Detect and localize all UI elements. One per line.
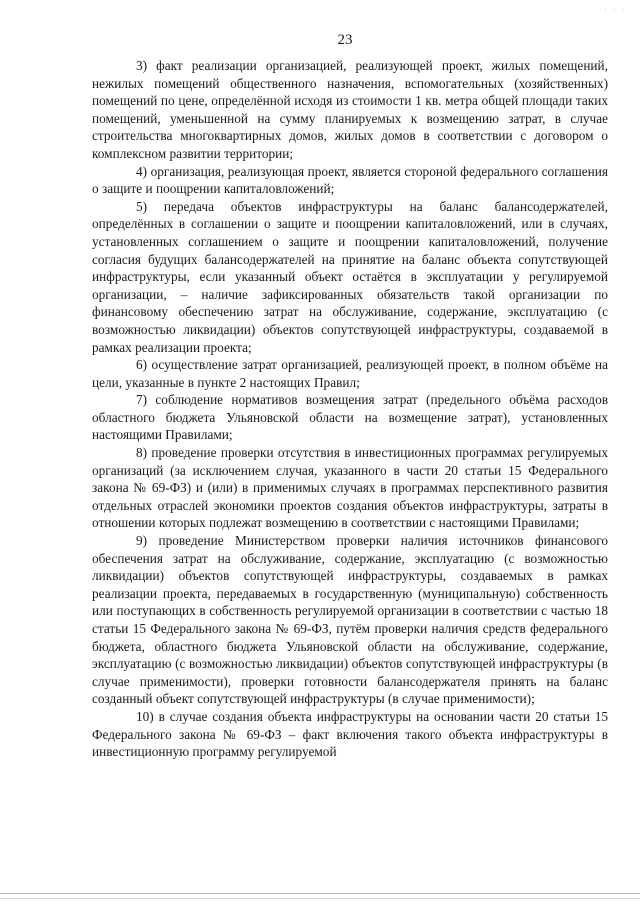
scan-mark: · · · [604,6,626,15]
paragraph-item-10: 10) в случае создания объекта инфраструктуры на основании части 20 статьи 15 Федерального закона № 69-ФЗ – факт включения такого объекта инфраструктуры в инвестиционную программу регулируемой [92,708,608,760]
paragraph-item-7: 7) соблюдение нормативов возмещения затрат (предельного объёма расходов областного бюджета Ульяновской области на возмещение затрат), установленных настоящими Правилами; [92,392,608,443]
paragraph-item-4: 4) организация, реализующая проект, является стороной федерального соглашения о защите и поощрении капиталовложений; [92,163,608,197]
paragraph-item-9: 9) проведение Министерством проверки наличия источников финансового обеспечения затрат на обслуживание, содержание, эксплуатацию (с возможностью ликвидации) объектов сопутствующей инфраструктуры, создаваемых в рамках реализации проекта, передаваемых в государственную (муниципальную) собственность или поступающих в собственность регулируемой организации в соответствии с частью 18 статьи 15 Федерального закона № 69-ФЗ, путём проверки наличия средств федерального бюджета, областного бюджета Ульяновской области на обслуживание, содержание, эксплуатацию (с возможностью ликвидации) объектов сопутствующей инфраструктуры (в случае применимости), проверки готовности балансодержателя принять на баланс созданный объект сопутствующей инфраструктуры (в случае применимости); [92,533,608,707]
paragraph-item-3: 3) факт реализации организацией, реализующей проект, жилых помещений, нежилых помещений общественного назначения, вспомогательных (хозяйственных) помещений по цене, определённой исходя из стоимости 1 кв. метра общей площади таких помещений, уменьшенной на сумму планируемых к возмещению затрат, в случае строительства многоквартирных домов, жилых домов в соответствии с договором о комплексном развитии территории; [92,58,608,161]
page-number: 23 [337,32,353,48]
paragraph-item-6: 6) осуществление затрат организацией, реализующей проект, в полном объёме на цели, указанные в пункте 2 настоящих Правил; [92,357,608,390]
paragraph-item-5: 5) передача объектов инфраструктуры на баланс балансодержателей, определённых в соглашении о защите и поощрении капиталовложений, или в случаях, установленных соглашением о защите и поощрении капиталовложений, получение согласия будущих балансодержателей на принятие на баланс объекта сопутствующей инфраструктуры, если указанный объект остаётся в эксплуатации у регулируемой организации, – наличие зафиксированных обязательств такой организации по финансовому обеспечению затрат на обслуживание, содержание, эксплуатацию (с возможностью ликвидации) объектов сопутствующей инфраструктуры, создаваемой в рамках реализации проекта; [92,198,608,355]
paragraph-item-8: 8) проведение проверки отсутствия в инвестиционных программах регулируемых организаций (за исключением случая, указанного в части 20 статьи 15 Федерального закона № 69-ФЗ) и (или) в применимых случаях в программах перспективного развития отдельных отраслей экономики проектов создания объектов инфраструктуры, затраты в отношении которых подлежат возмещению в соответствии с настоящими Правилами; [92,445,608,531]
scan-artifact-line [0,893,640,894]
scan-artifact-line [0,898,640,899]
